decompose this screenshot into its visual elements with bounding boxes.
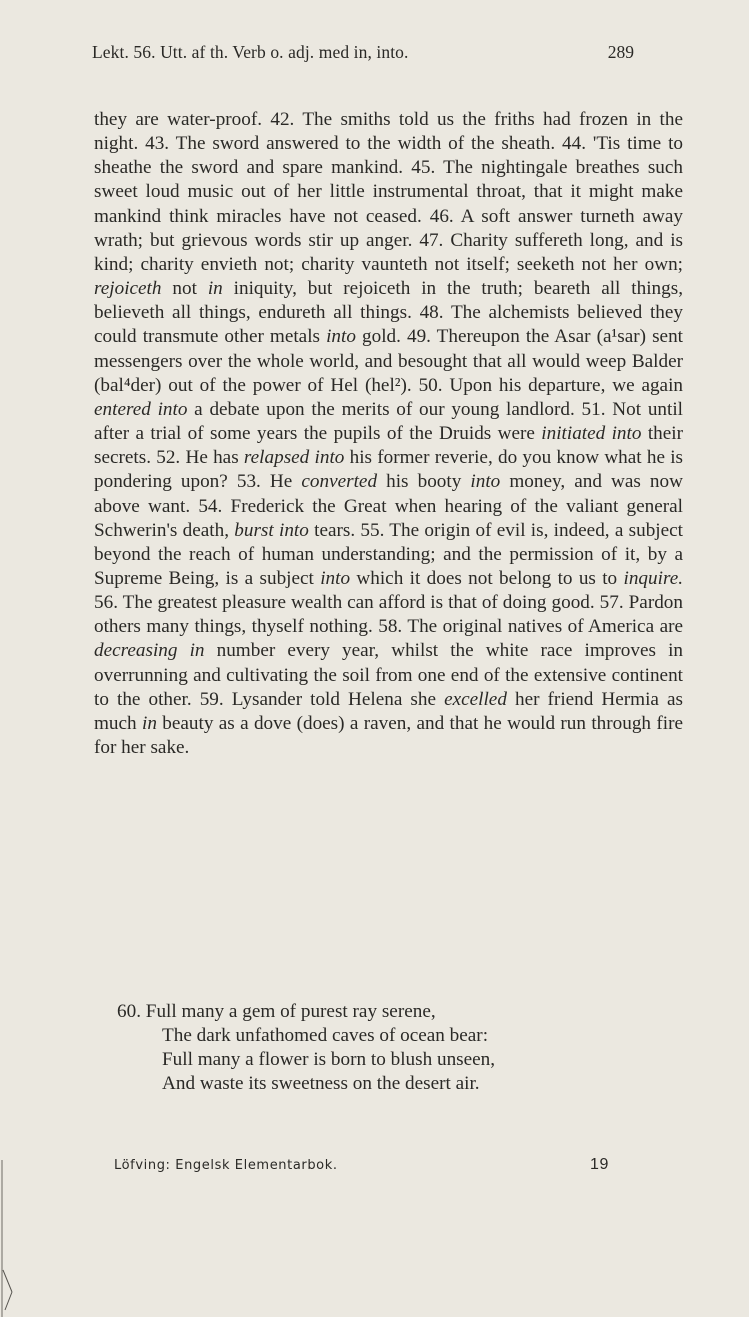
italic-term: inquire. [623,567,684,589]
italic-term: burst into [234,519,309,541]
exercise-text [94,108,683,760]
running-title: Lekt. 56. Utt. af th. Verb o. adj. med in, into. [92,42,409,62]
poem-line: Full many a flower is born to blush unseen, [162,1049,496,1071]
italic-term: excelled [444,688,507,710]
italic-term: converted [301,471,378,493]
text-run: 56. The greatest pleasure wealth can afford is that of doing good. 57. Pardon others many things, thyself nothing. 58. The original natives of America are [94,592,683,638]
poem-line: 60. Full many a gem of purest ray serene, [117,1001,436,1022]
text-run: iniquity, but rejoiceth in the truth; beareth all things, believeth all things, endureth all things. 48. The alchemists believed they could transmute other metals [94,278,683,348]
text-run: which it does not belong to us to [350,567,624,589]
exercise-paragraph [94,108,683,760]
text-run: not [161,278,208,300]
text-run: his booty [377,471,471,493]
italic-term: in [207,278,223,300]
text-run: tears. 55. The origin of evil is, indeed, a subject beyond the reach of human understanding; and the permission of it, by a Supreme Being, is a subject [94,519,683,589]
text-run: a debate upon the merits of our young landlord. 51. Not until after a trial of some years the pupils of the Druids were [94,398,683,445]
text-run: money, and was now above want. 54. Frederick the Great when hearing of the valiant general Schwerin's death, [94,471,683,541]
text-run: his former reverie, do you know what he is pondering upon? 53. He [94,447,684,493]
running-head [0,42,749,72]
italic-term: initiated into [541,423,642,445]
italic-term: into [470,471,501,493]
page-number: 289 [607,42,634,62]
italic-term: into [320,567,351,589]
text-run: her friend Hermia as much [94,688,683,734]
italic-term: into [326,326,356,348]
poem-line: The dark unfathomed caves of ocean bear: [162,1025,489,1047]
italic-term: relapsed into [243,447,345,469]
text-run: they are water-proof. 42. The smiths told us the friths had frozen in the night. 43. The sword answered to the width of the sheath. 44. 'Tis time to sheathe the sword and spare mankind. 45. The nightingale breathes such sweet loud music out of her little instrumental throat, that it might make mankind think miracles have not ceased. 46. A soft answer turneth away wrath; but grievous words stir up anger. 47. Charity suffereth long, and is kind; charity envieth not; charity vaunteth not itself; seeketh not her own; [94,109,683,275]
italic-term: in [141,712,157,734]
italic-term: rejoiceth [94,278,162,300]
text-run: gold. 49. Thereupon the Asar (a¹sar) sent messengers over the whole world, and besought that all would weep Balder (bal⁴der) out of the power of Hel (hel²). 50. Upon his departure, we again [94,326,683,396]
italic-term: decreasing in [94,640,205,662]
italic-term: entered into [94,398,188,420]
text-run: their secrets. 52. He has [94,423,684,469]
printer-signature: Löfving: Engelsk Elementarbok. [114,1158,338,1173]
binding-edge-mark [0,1160,14,1317]
text-run: beauty as a dove (does) a raven, and that he would run through fire for her sake. [94,712,683,759]
text-run: number every year, whilst the white race improves in overrunning and cultivating the soil from one end of the extensive continent to the other. 59. Lysander told Helena she [94,640,683,710]
poem-quotation [94,1000,683,1097]
poem-line: And waste its sweetness on the desert air. [162,1073,480,1095]
sheet-number: 19 [590,1156,609,1173]
